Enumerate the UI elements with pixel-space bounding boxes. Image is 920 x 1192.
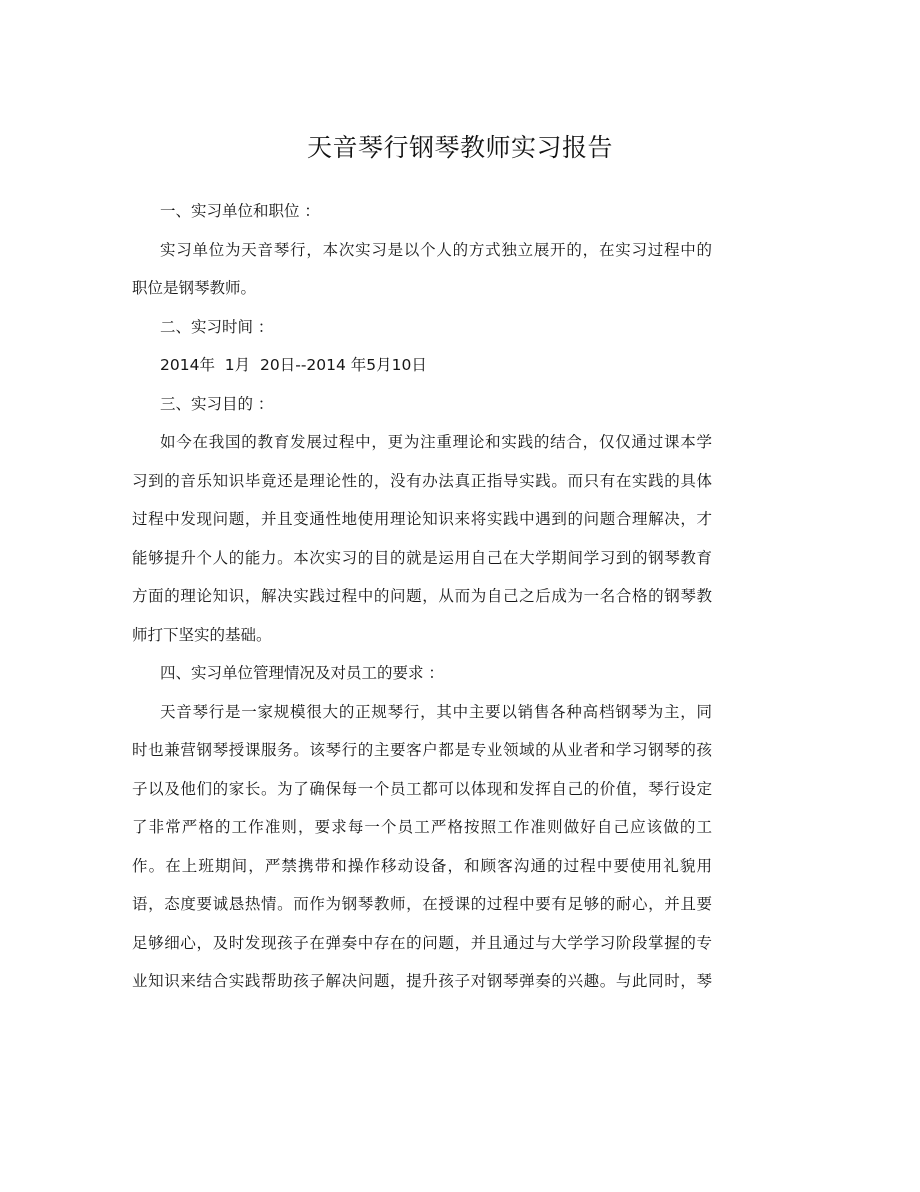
paragraph-line: 实习单位为天音琴行，本次实习是以个人的方式独立展开的，在实习过程中的 bbox=[160, 240, 712, 259]
paragraph-line: 如今在我国的教育发展过程中，更为注重理论和实践的结合，仅仅通过课本学 bbox=[160, 433, 712, 451]
paragraph-line: 时也兼营钢琴授课服务。该琴行的主要客户都是专业领域的从业者和学习钢琴的孩 bbox=[132, 741, 712, 759]
paragraph-line: 足够细心，及时发现孩子在弹奏中存在的问题，并且通过与大学学习阶段掌握的专 bbox=[132, 933, 712, 952]
paragraph-line: 天音琴行是一家规模很大的正规琴行，其中主要以销售各种高档钢琴为主，同 bbox=[160, 702, 712, 721]
paragraph-line: 语，态度要诚恳热情。而作为钢琴教师，在授课的过程中要有足够的耐心，并且要 bbox=[132, 895, 712, 913]
section-heading-3: 三、实习目的 ： bbox=[160, 394, 274, 413]
paragraph-line: 方面的理论知识，解决实践过程中的问题，从而为自己之后成为一名合格的钢琴教 bbox=[132, 587, 712, 605]
paragraph-line: 师打下坚实的基础。 bbox=[132, 625, 272, 644]
paragraph-line: 习到的音乐知识毕竟还是理论性的，没有办法真正指导实践。而只有在实践的具体 bbox=[132, 471, 712, 490]
section-heading-4: 四、实习单位管理情况及对员工的要求 ： bbox=[160, 664, 444, 682]
paragraph-line: 了非常严格的工作准则，要求每一个员工严格按照工作准则做好自己应该做的工 bbox=[132, 818, 712, 836]
paragraph-line: 子以及他们的家长。为了确保每一个员工都可以体现和发挥自己的价值，琴行设定 bbox=[132, 779, 712, 798]
paragraph-line: 职位是钢琴教师。 bbox=[132, 279, 257, 297]
section-heading-1: 一、实习单位和职位 ： bbox=[160, 202, 320, 220]
document-body bbox=[132, 192, 712, 1001]
document-title: 天音琴行钢琴教师实习报告 bbox=[306, 133, 613, 162]
section-heading-2: 二、实习时间 ： bbox=[160, 317, 274, 336]
internship-dates: 2014年 1月 20日--2014 年5月10日 bbox=[160, 356, 427, 374]
paragraph-line: 业知识来结合实践帮助孩子解决问题，提升孩子对钢琴弹奏的兴趣。与此同时，琴 bbox=[132, 972, 712, 990]
paragraph-line: 作。在上班期间，严禁携带和操作移动设备，和顾客沟通的过程中要使用礼貌用 bbox=[132, 856, 712, 875]
paragraph-line: 过程中发现问题，并且变通性地使用理论知识来将实践中遇到的问题合理解决，才 bbox=[132, 510, 712, 528]
paragraph-line: 能够提升个人的能力。本次实习的目的就是运用自己在大学期间学习到的钢琴教育 bbox=[132, 548, 712, 567]
